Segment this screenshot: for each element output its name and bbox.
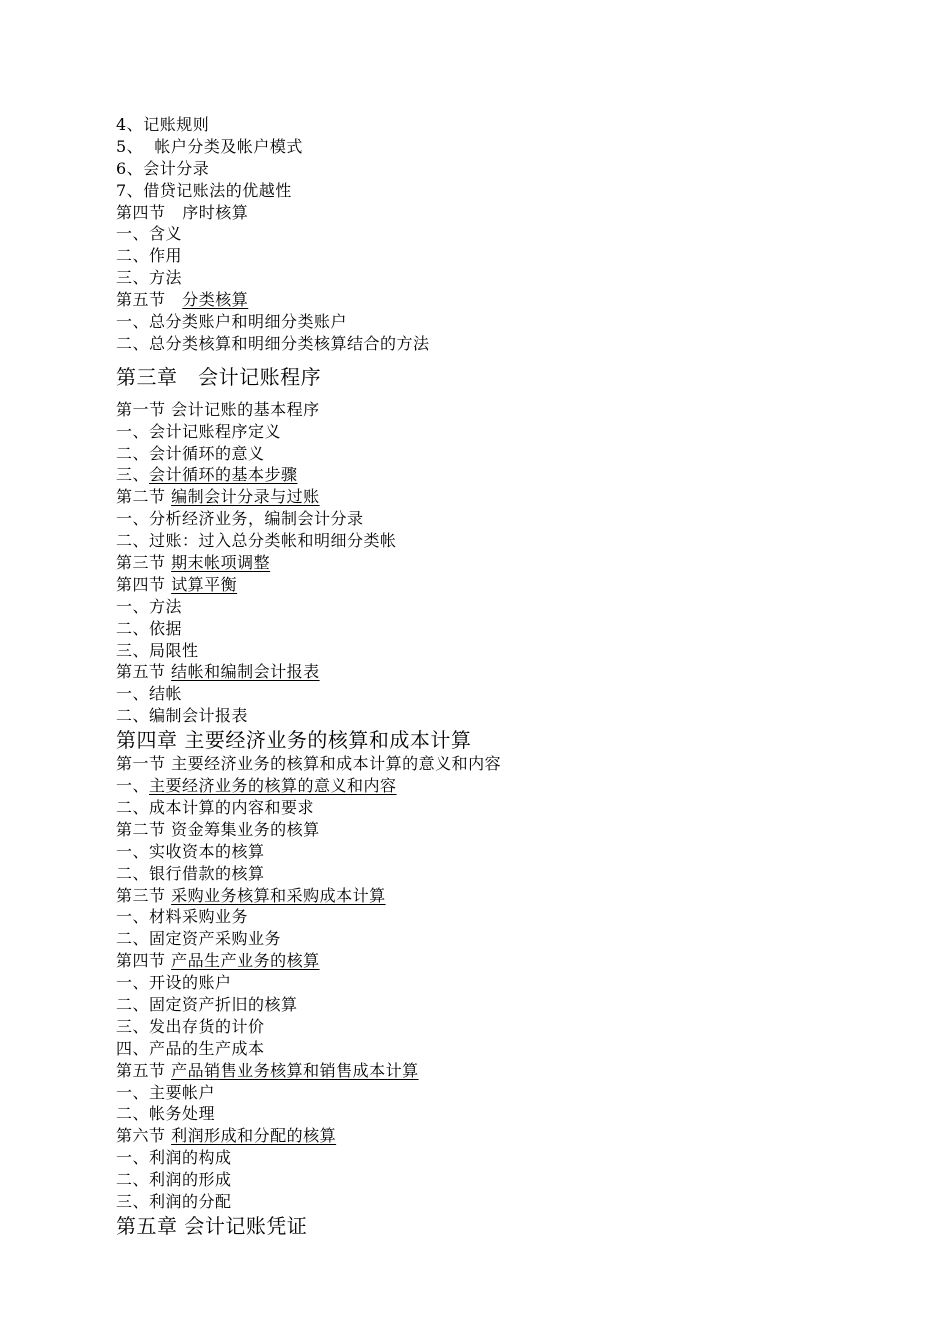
outline-item bbox=[116, 136, 916, 158]
outline-item-text: 分类核算 bbox=[182, 290, 249, 310]
outline-item bbox=[116, 245, 916, 267]
outline-item-prefix: 三、 bbox=[116, 465, 150, 485]
outline-item-text: 过账：过入总分类帐和明细分类帐 bbox=[149, 531, 397, 551]
outline-item-text: 利润的形成 bbox=[149, 1170, 232, 1190]
outline-item bbox=[116, 443, 916, 465]
outline-item-prefix: 第五节 bbox=[116, 1060, 172, 1080]
outline-item bbox=[116, 683, 916, 705]
document-outline bbox=[116, 114, 916, 1239]
outline-item-prefix: 第二节 bbox=[116, 487, 172, 507]
outline-item-prefix: 一、 bbox=[116, 224, 150, 244]
outline-item-prefix: 二、 bbox=[116, 618, 150, 638]
outline-item-text: 产品的生产成本 bbox=[149, 1038, 265, 1058]
outline-item-prefix: 二、 bbox=[116, 929, 150, 949]
outline-item-prefix: 第四节 bbox=[116, 202, 183, 222]
outline-item-text: 产品生产业务的核算 bbox=[171, 951, 320, 971]
outline-item bbox=[116, 906, 916, 928]
outline-item-prefix: 一、 bbox=[116, 421, 150, 441]
outline-item-prefix: 第四节 bbox=[116, 951, 172, 971]
outline-item-prefix: 二、 bbox=[116, 994, 150, 1014]
outline-item bbox=[116, 596, 916, 618]
outline-item-text: 主要经济业务的核算和成本计算 bbox=[184, 728, 472, 753]
outline-item bbox=[116, 753, 916, 775]
outline-item-text: 开设的账户 bbox=[149, 973, 232, 993]
outline-item-text: 主要经济业务的核算的意义和内容 bbox=[149, 776, 397, 796]
outline-item-text: 试算平衡 bbox=[171, 574, 238, 594]
outline-item-text: 含义 bbox=[149, 224, 183, 244]
outline-item-text: 会计循环的意义 bbox=[149, 443, 265, 463]
outline-item bbox=[116, 311, 916, 333]
outline-item bbox=[116, 180, 916, 202]
outline-item bbox=[116, 775, 916, 797]
outline-item-text: 实收资本的核算 bbox=[149, 841, 265, 861]
outline-item-prefix: 5、 bbox=[116, 136, 155, 156]
outline-item bbox=[116, 1191, 916, 1213]
outline-item-text: 编制会计报表 bbox=[149, 706, 249, 726]
outline-item-text: 采购业务核算和采购成本计算 bbox=[171, 885, 386, 905]
outline-item-prefix: 三、 bbox=[116, 268, 150, 288]
outline-item bbox=[116, 158, 916, 180]
outline-item-prefix: 7、 bbox=[116, 180, 144, 200]
outline-item-prefix: 6、 bbox=[116, 158, 144, 178]
outline-item bbox=[116, 289, 916, 311]
outline-item-prefix: 第四章 bbox=[116, 728, 185, 753]
outline-item bbox=[116, 705, 916, 727]
outline-item bbox=[116, 333, 916, 355]
outline-item-prefix: 第五节 bbox=[116, 662, 172, 682]
outline-item-text: 期末帐项调整 bbox=[171, 553, 271, 573]
outline-item-text: 帐务处理 bbox=[149, 1104, 216, 1124]
outline-item bbox=[116, 863, 916, 885]
outline-item-text: 会计记账凭证 bbox=[184, 1213, 308, 1238]
outline-item bbox=[116, 486, 916, 508]
outline-item bbox=[116, 1169, 916, 1191]
outline-item bbox=[116, 1060, 916, 1082]
outline-item bbox=[116, 819, 916, 841]
outline-item-prefix: 第三节 bbox=[116, 553, 172, 573]
outline-item-prefix: 第六节 bbox=[116, 1126, 172, 1146]
outline-item-prefix: 第三节 bbox=[116, 885, 172, 905]
outline-item bbox=[116, 885, 916, 907]
outline-item-text: 方法 bbox=[149, 268, 183, 288]
chapter-heading bbox=[116, 727, 916, 753]
outline-item-prefix: 一、 bbox=[116, 776, 150, 796]
outline-item-prefix: 第四节 bbox=[116, 574, 172, 594]
outline-item-text: 固定资产折旧的核算 bbox=[149, 994, 298, 1014]
outline-item-prefix: 三、 bbox=[116, 1016, 150, 1036]
outline-item bbox=[116, 1147, 916, 1169]
outline-item bbox=[116, 1103, 916, 1125]
outline-item-text: 发出存货的计价 bbox=[149, 1016, 265, 1036]
outline-item-text: 固定资产采购业务 bbox=[149, 929, 282, 949]
outline-item-prefix: 第一节 bbox=[116, 754, 172, 774]
outline-item-prefix: 一、 bbox=[116, 312, 150, 332]
outline-item-text: 帐户分类及帐户模式 bbox=[154, 136, 303, 156]
outline-item-prefix: 一、 bbox=[116, 1148, 150, 1168]
outline-item bbox=[116, 267, 916, 289]
outline-item-text: 结帐和编制会计报表 bbox=[171, 662, 320, 682]
outline-item-text: 会计记账程序 bbox=[198, 364, 322, 389]
outline-item-text: 资金筹集业务的核算 bbox=[171, 819, 320, 839]
outline-item-text: 产品销售业务核算和销售成本计算 bbox=[171, 1060, 419, 1080]
outline-item-text: 局限性 bbox=[149, 640, 199, 660]
outline-item bbox=[116, 202, 916, 224]
outline-item-text: 利润的构成 bbox=[149, 1148, 232, 1168]
outline-item bbox=[116, 421, 916, 443]
outline-item-text: 总分类账户和明细分类账户 bbox=[149, 312, 348, 332]
outline-item-text: 序时核算 bbox=[182, 202, 249, 222]
outline-item-text: 利润的分配 bbox=[149, 1191, 232, 1211]
outline-item-prefix: 二、 bbox=[116, 443, 150, 463]
outline-item-prefix: 四、 bbox=[116, 1038, 150, 1058]
outline-item-prefix: 二、 bbox=[116, 797, 150, 817]
outline-item-prefix: 一、 bbox=[116, 684, 150, 704]
outline-item-prefix: 二、 bbox=[116, 333, 150, 353]
outline-item-text: 依据 bbox=[149, 618, 183, 638]
outline-item bbox=[116, 552, 916, 574]
outline-item-prefix: 第五章 bbox=[116, 1213, 185, 1238]
outline-item-prefix: 一、 bbox=[116, 1082, 150, 1102]
outline-item-text: 记账规则 bbox=[143, 115, 210, 134]
outline-item-prefix: 二、 bbox=[116, 1170, 150, 1190]
outline-item-text: 方法 bbox=[149, 596, 183, 616]
outline-item bbox=[116, 114, 916, 136]
outline-item-text: 会计循环的基本步骤 bbox=[149, 465, 298, 485]
outline-item-text: 作用 bbox=[149, 246, 183, 266]
outline-item bbox=[116, 399, 916, 421]
outline-item bbox=[116, 1038, 916, 1060]
outline-item-text: 编制会计分录与过账 bbox=[171, 487, 320, 507]
outline-item-prefix: 第三章 bbox=[116, 364, 199, 389]
outline-item-text: 会计记账程序定义 bbox=[149, 421, 282, 441]
outline-item-prefix: 三、 bbox=[116, 640, 150, 660]
outline-item-prefix: 一、 bbox=[116, 596, 150, 616]
outline-item-prefix: 第一节 bbox=[116, 399, 172, 419]
outline-item bbox=[116, 464, 916, 486]
outline-item-text: 主要帐户 bbox=[149, 1082, 216, 1102]
outline-item bbox=[116, 994, 916, 1016]
outline-item-prefix: 二、 bbox=[116, 531, 150, 551]
outline-item bbox=[116, 223, 916, 245]
outline-item-text: 利润形成和分配的核算 bbox=[171, 1126, 337, 1146]
outline-item bbox=[116, 797, 916, 819]
outline-item-text: 材料采购业务 bbox=[149, 907, 249, 927]
outline-item-text: 借贷记账法的优越性 bbox=[143, 180, 292, 200]
outline-item-prefix: 第二节 bbox=[116, 819, 172, 839]
outline-item-prefix: 一、 bbox=[116, 509, 150, 529]
chapter-heading bbox=[116, 1213, 916, 1239]
outline-item bbox=[116, 950, 916, 972]
outline-item bbox=[116, 928, 916, 950]
outline-item-prefix: 第五节 bbox=[116, 290, 183, 310]
outline-item bbox=[116, 574, 916, 596]
chapter-heading bbox=[116, 364, 916, 390]
outline-item-prefix: 一、 bbox=[116, 841, 150, 861]
outline-item bbox=[116, 1125, 916, 1147]
outline-item bbox=[116, 972, 916, 994]
outline-item-text: 成本计算的内容和要求 bbox=[149, 797, 315, 817]
outline-item-text: 总分类核算和明细分类核算结合的方法 bbox=[149, 333, 430, 353]
outline-item bbox=[116, 1016, 916, 1038]
outline-item-text: 会计分录 bbox=[143, 158, 210, 178]
outline-item-prefix: 二、 bbox=[116, 246, 150, 266]
outline-item-text: 会计记账的基本程序 bbox=[171, 399, 320, 419]
outline-item bbox=[116, 1082, 916, 1104]
outline-item-text: 主要经济业务的核算和成本计算的意义和内容 bbox=[171, 754, 502, 774]
outline-item-prefix: 一、 bbox=[116, 973, 150, 993]
outline-item-prefix: 二、 bbox=[116, 863, 150, 883]
outline-item-text: 分析经济业务，编制会计分录 bbox=[149, 509, 364, 529]
outline-item bbox=[116, 841, 916, 863]
outline-item-text: 银行借款的核算 bbox=[149, 863, 265, 883]
outline-item-prefix: 三、 bbox=[116, 1191, 150, 1211]
outline-item bbox=[116, 530, 916, 552]
outline-item bbox=[116, 618, 916, 640]
outline-item bbox=[116, 640, 916, 662]
outline-item bbox=[116, 508, 916, 530]
outline-item bbox=[116, 661, 916, 683]
outline-item-prefix: 二、 bbox=[116, 706, 150, 726]
outline-item-text: 结帐 bbox=[149, 684, 183, 704]
outline-item-prefix: 二、 bbox=[116, 1104, 150, 1124]
outline-item-prefix: 一、 bbox=[116, 907, 150, 927]
outline-item-prefix: 4、 bbox=[116, 115, 144, 134]
